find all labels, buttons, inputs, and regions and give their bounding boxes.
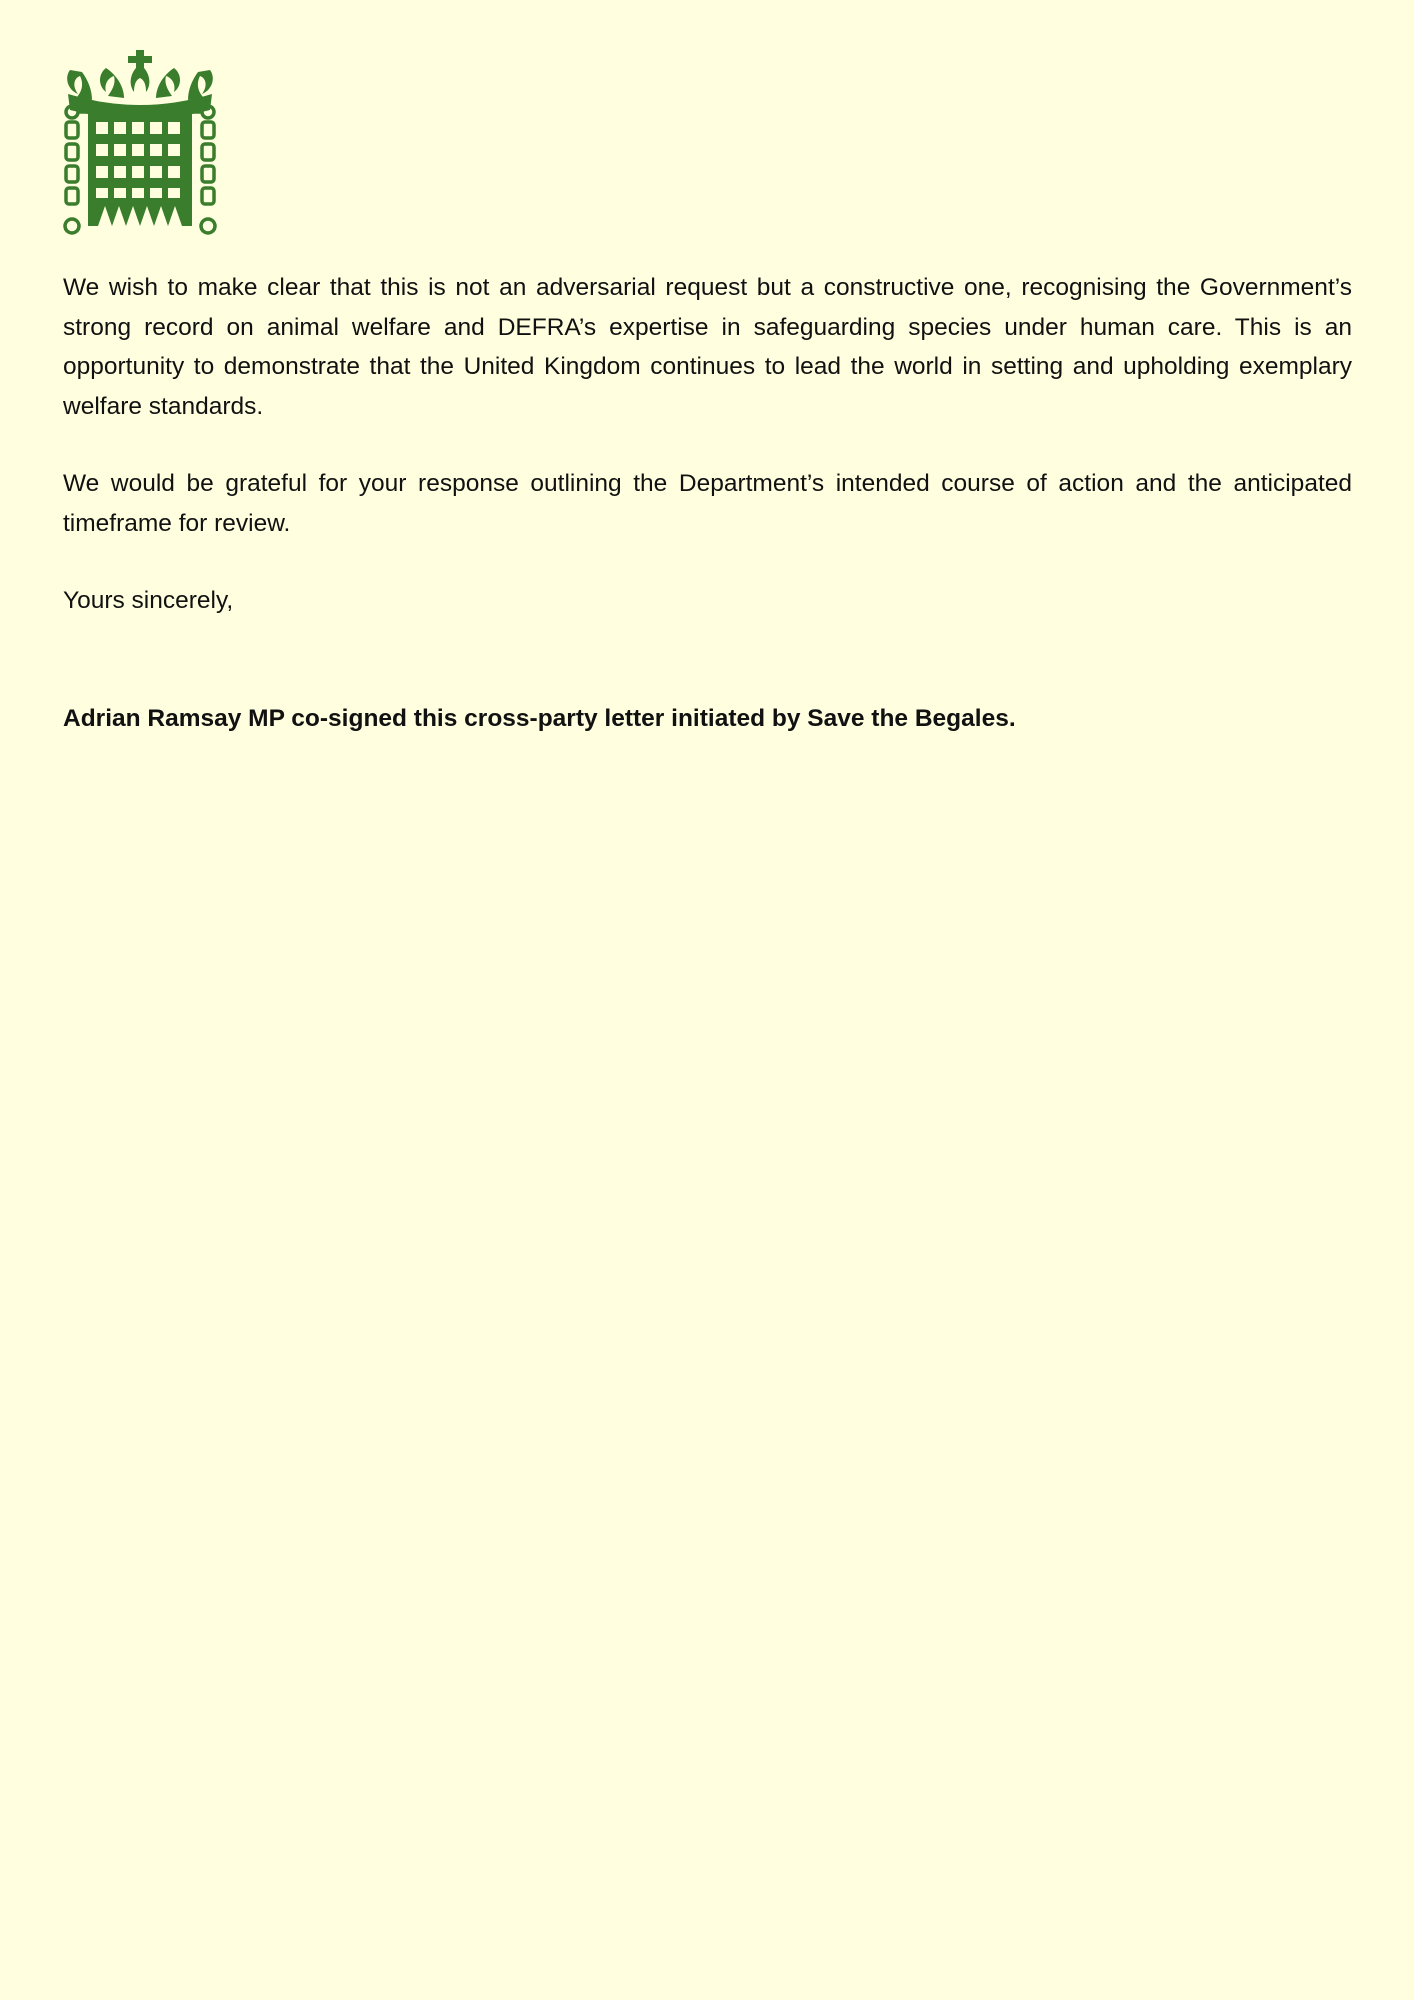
letter-paragraph-1: We wish to make clear that this is not an adversarial request but a constructive one, recognising the Government’s strong record on animal welfare and DEFRA’s expertise in safeguarding species under human care. This is an opportunity to demonstrate that the United Kingdom continues to lead the world in setting and upholding exemplary welfare standards. [63,274,1352,420]
letter-body [63,268,1352,738]
letter-paragraph-2: We would be grateful for your response outlining the Department’s intended course of action and the anticipated timeframe for review. [63,470,1352,537]
signature-note: Adrian Ramsay MP co-signed this cross-party letter initiated by Save the Begales. [63,704,1016,732]
portcullis-crown-icon [62,50,218,238]
letter-closing: Yours sincerely, [63,587,234,614]
